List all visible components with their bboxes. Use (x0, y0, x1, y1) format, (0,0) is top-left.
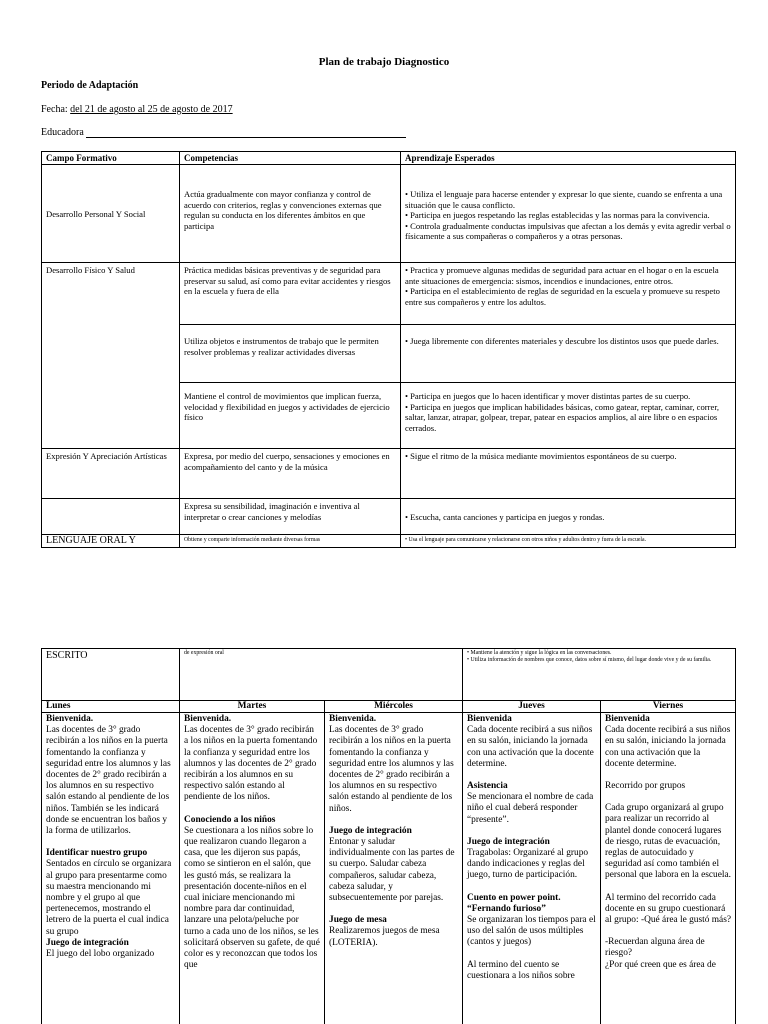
table-header-row (42, 152, 736, 165)
jueves-heading: “Fernando furioso” (467, 903, 546, 914)
jueves-heading: Asistencia (467, 781, 508, 792)
header-competencias: Competencias (180, 152, 401, 165)
jueves-heading: Bienvenida (467, 714, 512, 724)
competencia-cell: de expresión oral (180, 649, 463, 701)
educator-label: Educadora (41, 127, 84, 138)
viernes-paragraph: Cada docente recibirá a sus niños en su salón, iniciando la jornada con una activación que la docente determine. (605, 725, 731, 769)
miercoles-paragraph: Las docentes de 3° grado recibirán a los niños en la puerta fomentando la confianza y seguridad entre los alumnos y las docentes de 2° grado recibirán a los alumnos en su respectivo salón estando al pendiente de los niños. (329, 725, 454, 814)
aprendizaje-cell: • Practica y promueve algunas medidas de seguridad para actuar en el hogar o en la escuela ante situaciones de emergencia: sismos, incendios e inundaciones, entre otros. • Participa en el establecimiento de reglas de seguridad en la escuela y promueve su respeto entre sus compañeros y entre los adultos. (401, 263, 736, 325)
jueves-heading: Juego de integración (467, 836, 550, 847)
jueves-cell (463, 713, 601, 1024)
lunes-paragraph: Sentados en círculo se organizara al grupo para presentarme como su maestra mencionando mi nombre y el grupo al que pertenecemos, mostrando el letrero de la puerta el cual indica su grupo (46, 859, 172, 937)
days-header-row (42, 701, 736, 713)
jueves-heading: Cuento en power point. (467, 892, 561, 903)
aprendizaje-cell: • Participa en juegos que lo hacen identificar y mover distintas partes de su cuerpo. • Participa en juegos que implican habilidades básicas, como gatear, reptar, caminar, correr, saltar, lanzar, atrapar, golpear, trepar, patear en espacios amplios, al aire libre o en espacios cerrados. (401, 383, 736, 449)
martes-cell (180, 713, 325, 1024)
day-header-viernes: Viernes (601, 701, 736, 713)
table-row (42, 165, 736, 263)
competencia-cell: Mantiene el control de movimientos que implican fuerza, velocidad y flexibilidad en juegos y actividades de ejercicio físico (180, 383, 401, 449)
day-header-lunes: Lunes (42, 701, 180, 713)
viernes-heading: Bienvenida (605, 714, 650, 724)
miercoles-paragraph: Entonar y saludar individualmente con las partes de su cuerpo. Saludar cabeza compañeros, saludar cabeza, cabeza saludar, y subsecuentemente por parejas. (329, 837, 455, 904)
jueves-paragraph: Se organizaran los tiempos para el uso del salón de usos múltiples (cantos y juegos) (467, 915, 596, 948)
miercoles-heading: Juego de integración (329, 825, 412, 836)
viernes-paragraph: -Recuerdan alguna área de riesgo? (605, 937, 705, 959)
viernes-paragraph: ¿Por qué creen que es área de (605, 959, 716, 970)
campo-artistica: Expresión Y Apreciación Artísticas (42, 449, 180, 499)
lunes-paragraph: El juego del lobo organizado (46, 949, 155, 960)
aprendizaje-cell: • Utiliza el lenguaje para hacerse entender y expresar lo que siente, cuando se enfrenta a una situación que le causa conflicto. • Participa en juegos respetando las reglas establecidas y las normas para la convivencia. • Controla gradualmente conductas impulsivas que afectan a los demás y evita agredir verbal o físicamente a sus compañeras o compañeros y a otras personas. (401, 165, 736, 263)
jueves-paragraph: Al termino del cuento se cuestionara a los niños sobre (467, 959, 575, 981)
campo-personal: Desarrollo Personal Y Social (42, 165, 180, 263)
header-aprendizaje: Aprendizaje Esperados (401, 152, 736, 165)
aprendizaje-cell: • Juega libremente con diferentes materiales y descubre los distintos usos que puede darles. (401, 325, 736, 383)
document-title: Plan de trabajo Diagnostico (318, 56, 450, 68)
lunes-cell (42, 713, 180, 1024)
days-content-row (42, 713, 736, 1024)
competencia-cell: Expresa, por medio del cuerpo, sensaciones y emociones en acompañamiento del canto y de la música (180, 449, 401, 499)
lunes-paragraph: Las docentes de 3° grado recibirán a los niños en la puerta fomentando la confianza y seguridad entre los alumnos y las docentes de 2° grado recibirán a los alumnos en su respectivo salón estando al pendiente de los niños. También se les indicará donde se encuentran los baños y la forma de utilizarlos. (46, 725, 171, 837)
miercoles-heading: Juego de mesa (329, 915, 387, 926)
jueves-paragraph: Cada docente recibirá a sus niños en su salón, iniciando la jornada con una activación que la docente determine. (467, 725, 594, 769)
martes-paragraph: Se cuestionara a los niños sobre lo que realizaron cuando llegaron a casa, que les dijeron sus papás, como se sintieron en el salón, que les gustó más, se realizara la presentación docente-niños en el cual iniciare mencionando mi nombre para dar continuidad, lanzare una pelota/peluche por turno a cada uno de los niños, se les solicitará observen su gafete, de qué color es y reconozcan que todos los que (184, 825, 320, 971)
competencia-cell: Obtiene y comparte información mediante diversas formas (180, 535, 401, 548)
lunes-heading: Identificar nuestro grupo (46, 848, 148, 859)
viernes-paragraph: Al termino del recorrido cada docente en su grupo cuestionará al grupo: -Qué área le gustó más? (605, 892, 732, 926)
date-label: Fecha: (41, 104, 68, 115)
aprendizaje-cell: • Sigue el ritmo de la música mediante movimientos espontáneos de su cuerpo. (401, 449, 736, 499)
campo-lenguaje: LENGUAJE ORAL Y (42, 535, 180, 548)
campo-escrito: ESCRITO (42, 649, 180, 701)
lunes-heading: Bienvenida. (46, 714, 94, 724)
weekly-plan-table (41, 648, 736, 1024)
table-row (42, 449, 736, 499)
miercoles-heading: Bienvenida. (329, 714, 377, 724)
jueves-paragraph: Se mencionara el nombre de cada niño el cual deberá responder “presente”. (467, 792, 594, 825)
table-row (42, 649, 736, 701)
table-row (42, 499, 736, 535)
competencia-cell: Actúa gradualmente con mayor confianza y control de acuerdo con criterios, reglas y convenciones externas que regulan su conducta en los diferentes ámbitos en que participa (180, 165, 401, 263)
viernes-cell (601, 713, 736, 1024)
date-value: del 21 de agosto al 25 de agosto de 2017 (70, 104, 233, 115)
viernes-paragraph: Recorrido por grupos (605, 781, 686, 792)
day-header-martes: Martes (180, 701, 325, 713)
aprendizaje-cell: • Escucha, canta canciones y participa en juegos y rondas. (401, 499, 736, 535)
table-row (42, 535, 736, 548)
jueves-paragraph: Tragabolas: Organizaré al grupo dando indicaciones y reglas del juego, turno de participación. (467, 848, 589, 881)
lunes-heading: Juego de integración (46, 937, 129, 948)
day-header-jueves: Jueves (463, 701, 601, 713)
martes-heading: Bienvenida. (184, 714, 232, 724)
period-label: Periodo de Adaptación (41, 80, 139, 91)
martes-paragraph: Las docentes de 3° grado recibirán a los niños en la puerta fomentando la confianza y seguridad entre los alumnos y las docentes de 2° grado recibirán a los alumnos en su respectivo salón estando al pendiente de los niños. (184, 725, 318, 803)
competencia-cell: Expresa su sensibilidad, imaginación e inventiva al interpretar o crear canciones y melodías (180, 499, 401, 535)
campo-fisico: Desarrollo Físico Y Salud (42, 263, 180, 449)
aprendizaje-cell: • Usa el lenguaje para comunicarse y relacionarse con otros niños y adultos dentro y fuera de la escuela. (401, 535, 736, 548)
educator-blank-line (86, 129, 406, 138)
day-header-miercoles: Miércoles (325, 701, 463, 713)
educator-line (41, 127, 406, 138)
competencia-cell: Práctica medidas básicas preventivas y de seguridad para preservar su salud, así como para evitar accidentes y riesgos en la escuela y fuera de ella (180, 263, 401, 325)
viernes-paragraph: Cada grupo organizará al grupo para realizar un recorrido al plantel donde conocerá lugares de riesgo, rutas de evacuación, reglas de autocuidado y seguridad así como también el personal que labora en la escuela. (605, 803, 731, 881)
competencies-table (41, 151, 736, 548)
competencia-cell: Utiliza objetos e instrumentos de trabajo que le permiten resolver problemas y realizar actividades diversas (180, 325, 401, 383)
date-line (41, 104, 233, 115)
martes-heading: Conociendo a los niños (184, 814, 276, 825)
aprendizaje-cell: • Mantiene la atención y sigue la lógica en las conversaciones. • Utiliza información de nombres que conoce, datos sobre sí mismo, del lugar donde vive y de su familia. (463, 649, 736, 701)
miercoles-paragraph: Realizaremos juegos de mesa (LOTERIA). (329, 926, 440, 948)
table-row (42, 263, 736, 325)
miercoles-cell (325, 713, 463, 1024)
campo-empty (42, 499, 180, 535)
header-campo: Campo Formativo (42, 152, 180, 165)
